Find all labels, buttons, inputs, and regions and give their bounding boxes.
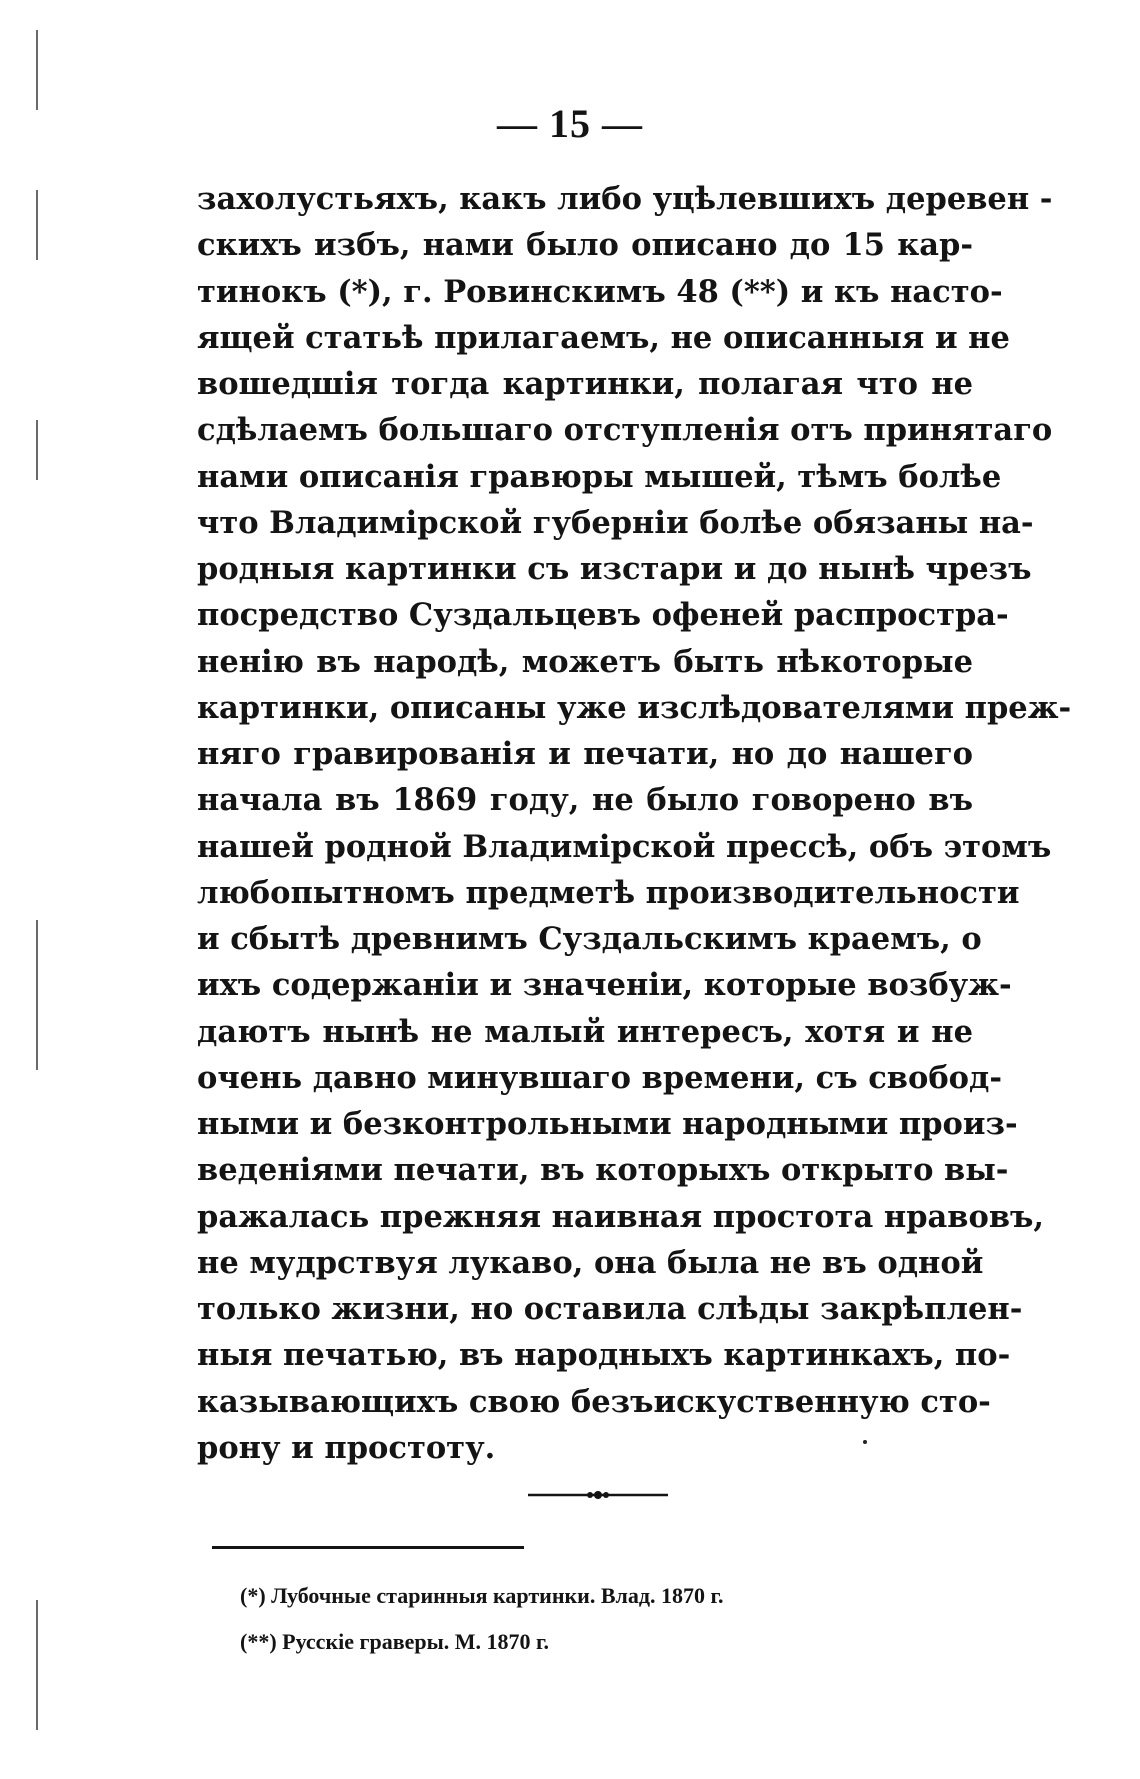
text-line: любопытномъ предметѣ производительности [197, 874, 1020, 911]
text-line: ихъ содержаніи и значеніи, которые возбуж- [197, 967, 1012, 1004]
footnote: (*) Лубочные старинныя картинки. Влад. 1870 г. [240, 1583, 724, 1608]
text-line: начала въ 1869 году, не было говорено въ [197, 782, 973, 819]
text-line: ненію въ народѣ, можетъ быть нѣкоторые [197, 643, 973, 680]
text-line: нашей родной Владимірской прессѣ, объ этомъ [197, 828, 1052, 865]
text-line: ными и безконтрольными народными произ- [197, 1106, 1018, 1142]
scan-edge-mark [36, 30, 38, 110]
text-line: ныя печатью, въ народныхъ картинкахъ, по- [197, 1337, 1011, 1374]
text-line: нами описанія гравюры мышей, тѣмъ болѣе [197, 458, 1002, 495]
text-line: даютъ нынѣ не малый интересъ, хотя и не [197, 1013, 973, 1050]
text-line: ражалась прежняя наивная простота нравовъ, [197, 1198, 1045, 1235]
scan-edge-mark [36, 1600, 38, 1730]
text-line: посредство Суздальцевъ офеней распростра- [197, 597, 1009, 634]
text-line: сдѣлаемъ большаго отступленія отъ принятаго [197, 412, 1053, 449]
footnotes [240, 1573, 960, 1665]
text-line: и сбытѣ древнимъ Суздальскимъ краемъ, о [197, 921, 982, 957]
text-line: не мудрствуя лукаво, она была не въ одной [197, 1244, 984, 1281]
footnote-separator [212, 1546, 524, 1549]
ornament-divider [528, 1488, 668, 1502]
text-line: скихъ избъ, нами было описано до 15 кар- [197, 227, 973, 264]
footnote: (**) Русскіе граверы. М. 1870 г. [240, 1629, 550, 1654]
scan-edge-mark [36, 920, 38, 1070]
text-line: только жизни, но оставила слѣды закрѣплен- [197, 1291, 1023, 1327]
text-line: что Владимірской губерніи болѣе обязаны на- [197, 504, 1034, 541]
text-line: казывающихъ свою безъискуственную сто- [197, 1383, 991, 1420]
text-line: вошедшія тогда картинки, полагая что не [197, 366, 973, 402]
text-line: очень давно минувшаго времени, съ свобод- [197, 1059, 1003, 1096]
body-text [197, 176, 1072, 1471]
scan-edge-mark [36, 190, 38, 260]
text-line: веденіями печати, въ которыхъ открыто вы- [197, 1152, 1009, 1189]
text-line: захолустьяхъ, какъ либо уцѣлевшихъ деревен - [197, 181, 1053, 217]
text-line: ящей статьѣ прилагаемъ, не описанныя и не [197, 319, 1010, 356]
page-number: — 15 — [497, 101, 643, 146]
text-line: няго гравированія и печати, но до нашего [197, 736, 973, 772]
text-line: рону и простоту. [197, 1429, 496, 1466]
ink-speck [863, 1440, 867, 1444]
scan-edge-mark [36, 420, 38, 480]
text-line: тинокъ (*), г. Ровинскимъ 48 (**) и къ насто- [197, 273, 1003, 310]
text-line: картинки, описаны уже изслѣдователями преж- [197, 689, 1072, 726]
text-line: родныя картинки съ изстари и до нынѣ чрезъ [197, 551, 1032, 587]
